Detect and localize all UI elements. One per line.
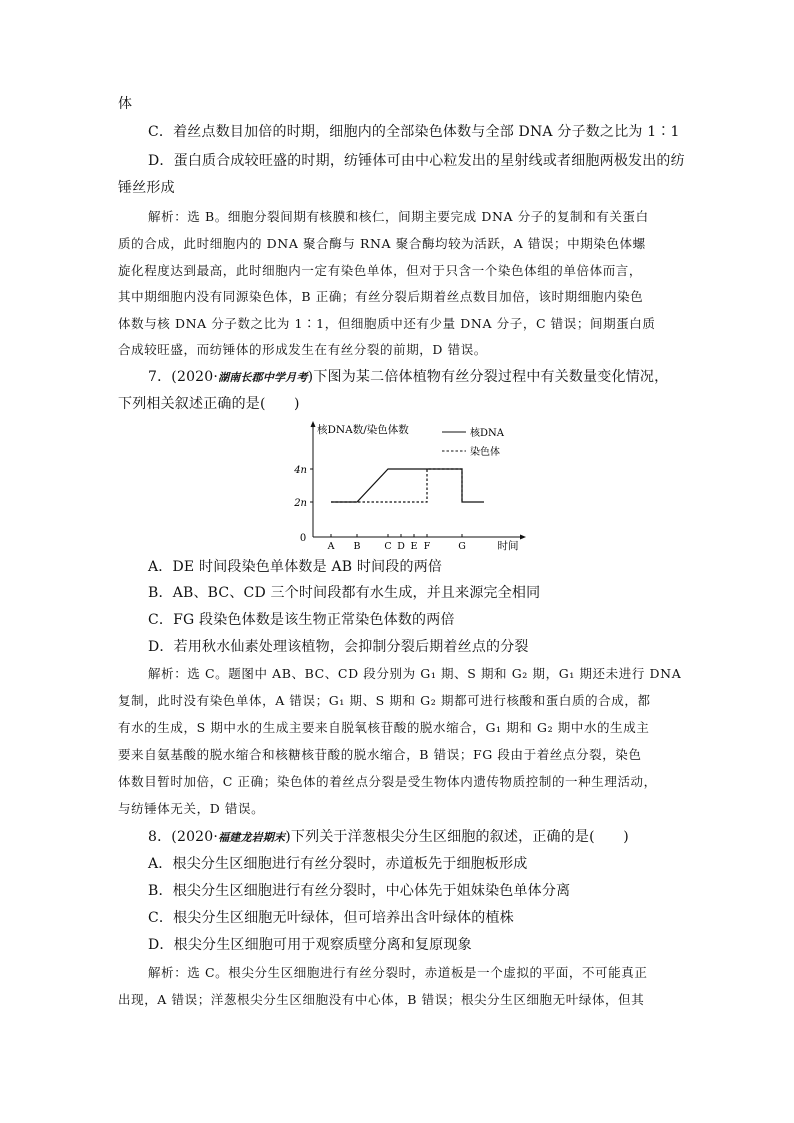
- x-tick-label: A: [327, 541, 335, 552]
- series: [331, 469, 484, 502]
- legend-dna: 核DNA: [470, 428, 504, 439]
- origin-label: 0: [299, 533, 307, 544]
- option-a-q7: A．DE 时间段染色单体数是 AB 时间段的两倍: [148, 559, 443, 575]
- option-c-q8: C．根尖分生区细胞无叶绿体，但可培养出含叶绿体的植株: [148, 910, 514, 926]
- question-7-stem: [148, 367, 708, 388]
- x-tick-label: D: [397, 541, 405, 552]
- x-tick-label: F: [423, 541, 431, 552]
- option-d-q7: D．若用秋水仙素处理该植物，会抑制分裂后期着丝点的分裂: [148, 639, 529, 655]
- series-line-dna: [331, 469, 484, 502]
- option-b-q8: B．根尖分生区细胞进行有丝分裂时，中心体先于姐妹染色单体分离: [148, 883, 571, 899]
- answer-q7-line: 要来自氨基酸的脱水缩合和核糖核苷酸的脱水缩合，B 错误；FG 段由于着丝点分裂，染色: [118, 747, 642, 762]
- x-tick-label: E: [410, 541, 418, 552]
- option-a-q8: A．根尖分生区细胞进行有丝分裂时，赤道板先于细胞板形成: [148, 856, 528, 872]
- question-8-number: 8．(2020·: [148, 829, 219, 845]
- option-b-q7: B．AB、BC、CD 三个时间段都有水生成，并且来源完全相同: [148, 585, 541, 601]
- answer-q8-line: 出现，A 错误；洋葱根尖分生区细胞没有中心体，B 错误；根尖分生区细胞无叶绿体，但其: [118, 992, 645, 1007]
- x-axis-label: 时间: [497, 540, 519, 552]
- answer-q7-line: 复制，此时没有染色单体，A 错误；G₁ 期、S 期和 G₂ 期都可进行核酸和蛋白质的合成，都: [118, 693, 651, 708]
- answer-q6-line: 解析：选 B。细胞分裂间期有核膜和核仁，间期主要完成 DNA 分子的复制和有关蛋白: [148, 209, 649, 224]
- question-7-stem-cont: 下列相关叙述正确的是( ): [118, 396, 300, 412]
- question-7-source: 湖南长郡中学月考: [218, 371, 308, 384]
- y-axis-label: 核DNA数/染色体数: [317, 424, 409, 436]
- option-d-q6-cont: 锤丝形成: [118, 180, 175, 196]
- answer-q6-line: 体数与核 DNA 分子数之比为 1∶1，但细胞质中还有少量 DNA 分子，C 错误；间期蛋白质: [118, 316, 656, 331]
- legend-chromosome: 染色体: [470, 447, 500, 458]
- x-tick-label: C: [384, 541, 392, 552]
- question-8-stem: [148, 827, 708, 848]
- series-line-chromosome: [331, 469, 462, 502]
- x-tick-label: B: [353, 541, 361, 552]
- answer-q6-line: 质的合成，此时细胞内的 DNA 聚合酶与 RNA 聚合酶均较为活跃，A 错误；中期染色体螺: [118, 236, 646, 251]
- answer-q7-line: 与纺锤体无关，D 错误。: [118, 801, 265, 816]
- y-axis-arrow: [311, 421, 316, 427]
- option-d-q8: D．根尖分生区细胞可用于观察质壁分离和复原现象: [148, 937, 472, 953]
- answer-q6-line: 其中期细胞内没有同源染色体，B 正确；有丝分裂后期着丝点数目加倍，该时期细胞内染色: [118, 289, 644, 304]
- option-c-q7: C．FG 段染色体数是该生物正常染色体数的两倍: [148, 612, 455, 628]
- answer-q6-line: 合成较旺盛，而纺锤体的形成发生在有丝分裂的前期，D 错误。: [118, 342, 487, 357]
- answer-q7-line: 有水的生成，S 期中水的生成主要来自脱氧核苷酸的脱水缩合，G₁ 期和 G₂ 期中水的生成主: [118, 720, 650, 735]
- y-tick-label: 2n: [294, 498, 307, 509]
- question-7-number: 7．(2020·: [148, 369, 219, 385]
- answer-q6-line: 旋化程度达到最高，此时细胞内一定有染色单体，但对于只含一个染色体组的单倍体而言，: [118, 263, 643, 278]
- text-line: 体: [118, 96, 133, 112]
- dna-chromosome-chart: [270, 418, 540, 552]
- y-ticks: [293, 465, 313, 509]
- question-8-text: )下列关于洋葱根尖分生区细胞的叙述，正确的是( ): [285, 829, 629, 845]
- x-tick-label: G: [458, 541, 466, 552]
- option-d-q6: D．蛋白质合成较旺盛的时期，纺锤体可由中心粒发出的星射线或者细胞两极发出的纺: [148, 153, 685, 169]
- answer-q7-line: 解析：选 C。题图中 AB、BC、CD 段分别为 G₁ 期、S 期和 G₂ 期，G₁ 期还未进行 DNA: [148, 666, 682, 681]
- question-8-source: 福建龙岩期末: [218, 831, 286, 844]
- x-axis-arrow: [520, 535, 526, 540]
- answer-q7-line: 体数目暂时加倍，C 正确；染色体的着丝点分裂是受生物体内遗传物质控制的一种生理活动，: [118, 774, 657, 789]
- y-tick-label: 4n: [294, 465, 307, 476]
- question-7-text: )下图为某二倍体植物有丝分裂过程中有关数量变化情况，: [307, 369, 669, 385]
- option-c-q6: C．着丝点数目加倍的时期，细胞内的全部染色体数与全部 DNA 分子数之比为 1∶1: [148, 124, 680, 140]
- answer-q8-line: 解析：选 C。根尖分生区细胞进行有丝分裂时，赤道板是一个虚拟的平面，不可能真正: [148, 965, 648, 980]
